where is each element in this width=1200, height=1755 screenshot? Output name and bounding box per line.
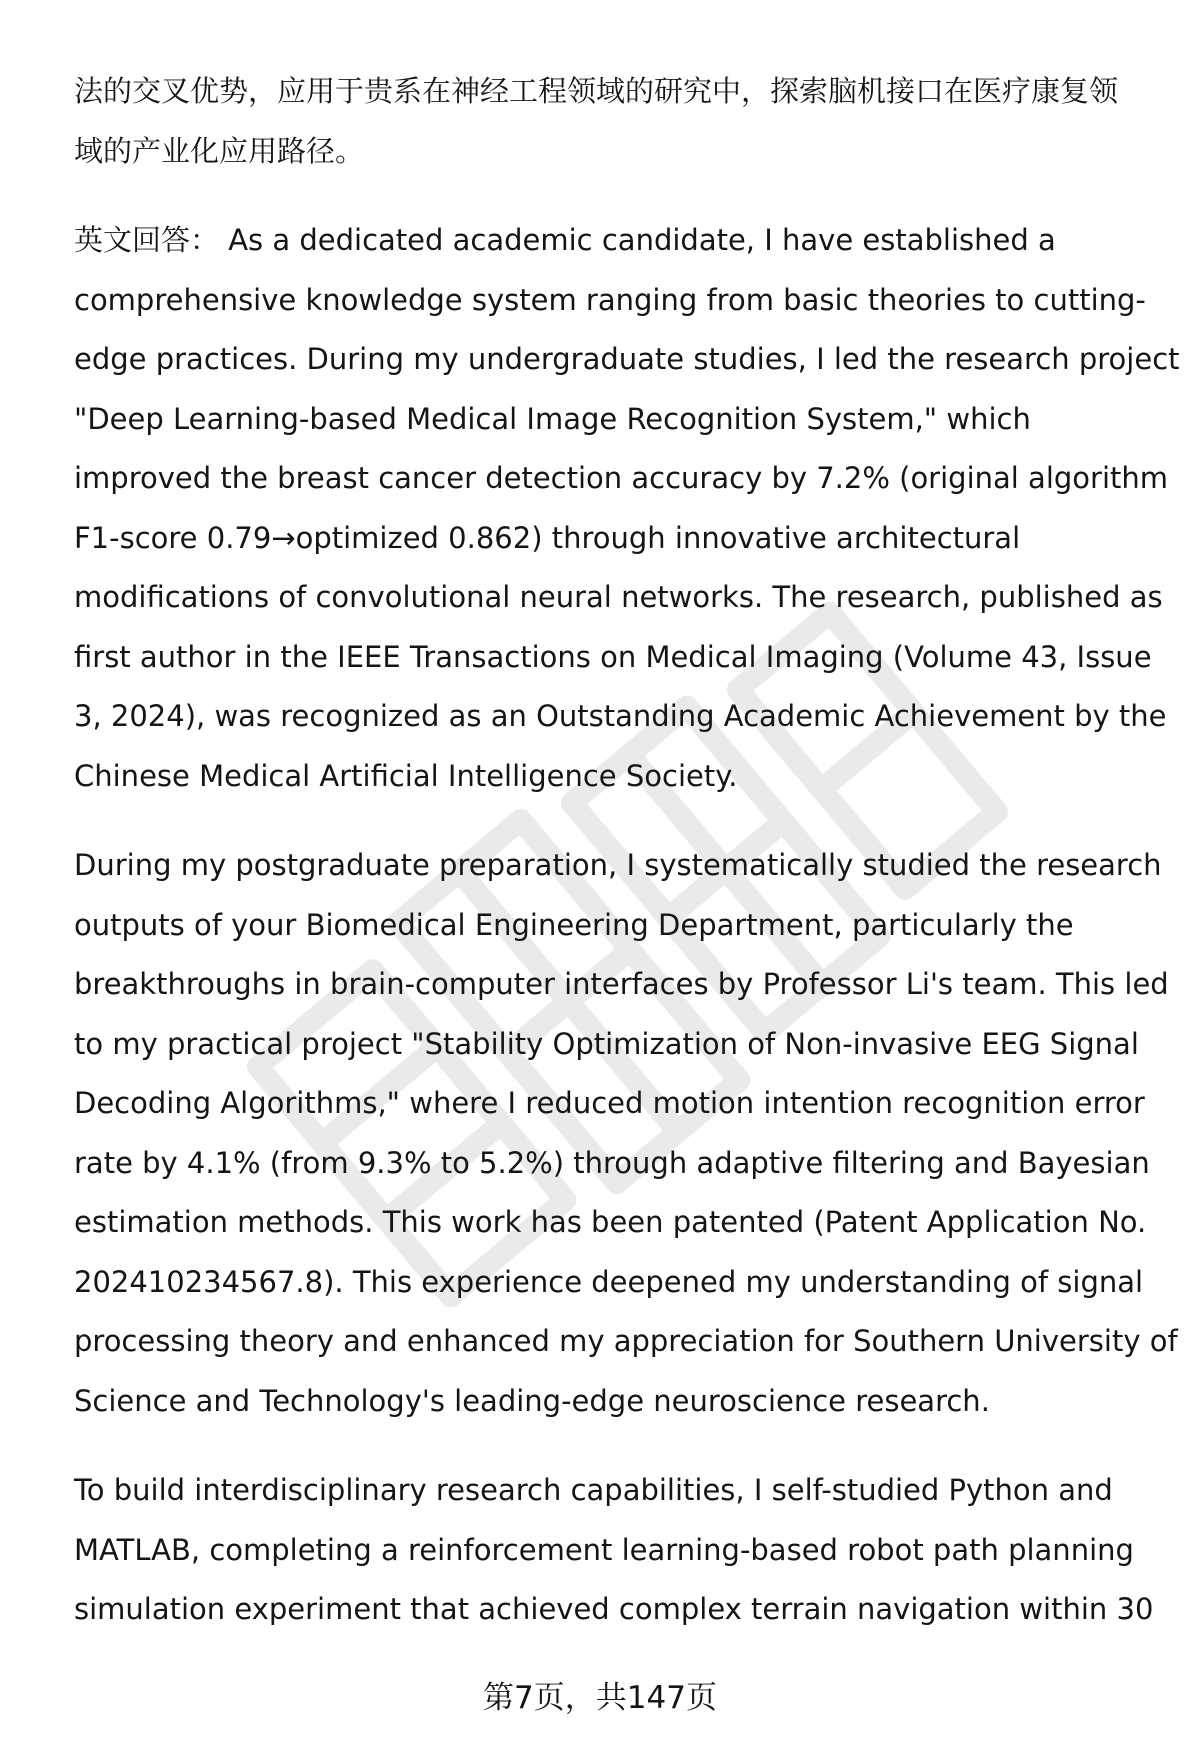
text-line: MATLAB, completing a reinforcement learning-based robot path planning (74, 1532, 1134, 1567)
text-line: to my practical project "Stability Optimization of Non-invasive EEG Signal (74, 1026, 1139, 1061)
text-line: simulation experiment that achieved complex terrain navigation within 30 (74, 1592, 1154, 1626)
text-line: first author in the IEEE Transactions on Medical Imaging (Volume 43, Issue (74, 639, 1152, 674)
text-line: edge practices. During my undergraduate studies, I led the research project (74, 342, 1180, 376)
text-line: 202410234567.8). This experience deepened my understanding of signal (74, 1264, 1144, 1299)
intro-paragraph (74, 62, 1154, 181)
text-line: 域的产业化应用路径。 (74, 133, 365, 168)
text-line: 3, 2024), was recognized as an Outstanding Academic Achievement by the (74, 699, 1167, 733)
text-line: To build interdisciplinary research capabilities, I self-studied Python and (74, 1473, 1113, 1507)
document-body (74, 62, 1180, 1640)
text-line: improved the breast cancer detection accuracy by 7.2% (original algorithm (74, 461, 1169, 495)
text-line: During my postgraduate preparation, I systematically studied the research (74, 848, 1162, 882)
text-line: Chinese Medical Artificial Intelligence Society. (74, 758, 738, 793)
text-line: F1-score 0.79→optimized 0.862) through innovative architectural (74, 520, 1021, 555)
text-line: estimation methods. This work has been patented (Patent Application No. (74, 1205, 1147, 1239)
text-line: 英文回答： As a dedicated academic candidate, I have established a (74, 223, 1056, 257)
text-line: modifications of convolutional neural networks. The research, published as (74, 580, 1163, 614)
text-line: Science and Technology's leading-edge neuroscience research. (74, 1383, 990, 1418)
text-line: processing theory and enhanced my appreciation for Southern University of (74, 1324, 1178, 1358)
page-number-footer: 第7页，共147页 (483, 1680, 717, 1716)
text-line: rate by 4.1% (from 9.3% to 5.2%) through adaptive filtering and Bayesian (74, 1145, 1150, 1180)
text-line: outputs of your Biomedical Engineering Department, particularly the (74, 907, 1074, 942)
text-line: 法的交叉优势，应用于贵系在神经工程领域的研究中，探索脑机接口在医疗康复领 (74, 74, 1119, 108)
text-line: breakthroughs in brain-computer interfaces by Professor Li's team. This led (74, 967, 1169, 1001)
interdisciplinary-paragraph (74, 1461, 1154, 1640)
english-answer-paragraph (74, 211, 1180, 806)
postgraduate-paragraph (74, 836, 1178, 1431)
text-line: comprehensive knowledge system ranging from basic theories to cutting- (74, 282, 1146, 317)
text-line: "Deep Learning-based Medical Image Recognition System," which (74, 401, 1031, 436)
text-line: Decoding Algorithms," where I reduced motion intention recognition error (74, 1086, 1145, 1120)
